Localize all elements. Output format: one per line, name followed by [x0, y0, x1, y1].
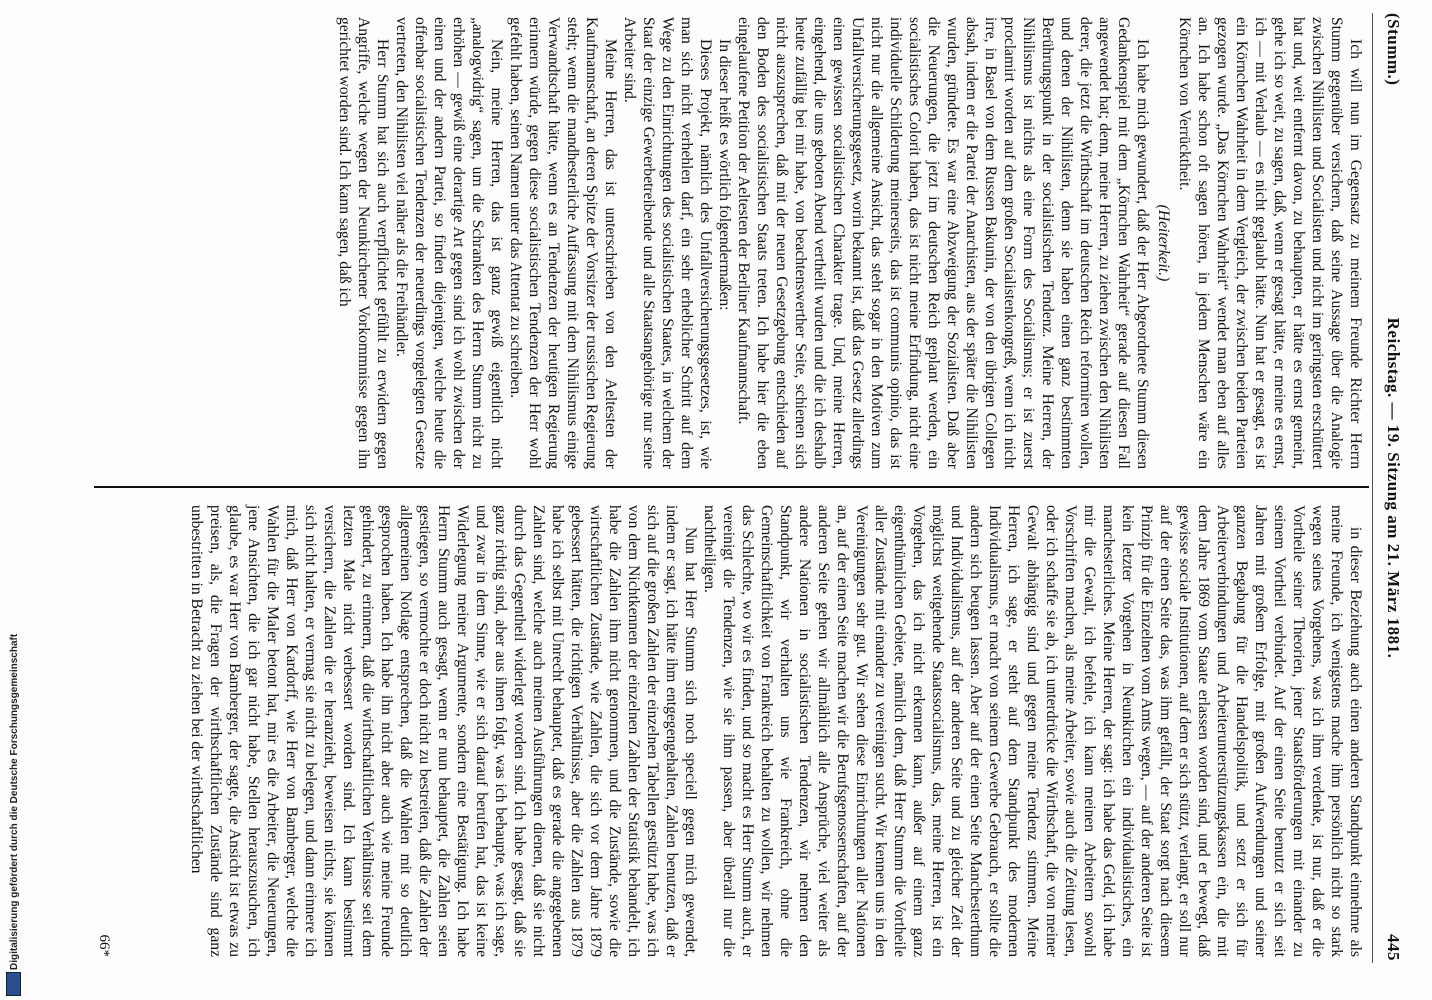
- paragraph: (Heiterkeit.): [1155, 204, 1172, 282]
- column-divider: [94, 486, 1369, 488]
- paragraph: Dieses Projekt, nämlich des Unfallversicherungsgesetzes, ist, wie man sich nicht verhehlen darf, ein sehr erheblicher Schritt auf dem Wege zu den Einrichtungen des socialistischen Staates, in welchem der Staat der einzige Gewerbetreibende und alle Staatsangehörige nur seine Arbeiter sind.: [621, 17, 714, 469]
- digitization-credit: Digitalisierung gefördert durch die Deutsche Forschungsgemeinschaft: [9, 633, 20, 970]
- paragraph: Meine Herren, das ist unterschrieben von den Aeltesten der Kaufmannschaft, an deren Spitze der Vorsitzer der russischen Regierung steht; wenn die mandhesterliche Auffassung mit dem Nihilismus einige Verwandtschaft hätte, wenn es an Tendenzen der heutigen Regierung erinnern würde, gegen diese socialistischen Tendenzen der Herr wohl gefehlt haben, seinen Namen unter das Attentat zu schreiben.: [507, 17, 619, 469]
- left-column: [335, 17, 1365, 469]
- paragraph: Ich habe mich gewundert, daß der Herr Abgeordnete Stumm diesen Gedankenspiel mit dem „Körnchen Wahrheit“ gerade auf diesen Fall angewendet hat; denn, meine Herren, zu ziehen zwischen den Nihilisten derer, die jetzt die Wirthschaft im deutschen Reich reformiren wollen, und denen der Nihilisten, denn sie haben einen ganz bestimmten Berührungspunkt in der socialistischen Tendenz. Meine Herren, der Nihilismus ist nichts als eine Form des Socialismus; er ist zuerst proclamirt worden auf dem großen Socialistenkongreß, wenn ich nicht irre, in Basel von dem Russen Bakunin, der von den übrigen Collegen absah, indem er die Partei der Anarchisten, aus der später die Nihilisten wurden, gründete. Es war eine Abzweigung der Sozialisten. Daß aber die Neuerungen, die jetzt im deutschen Reich geplant werden, ein socialistisches Colorit haben, das ist nicht meine Erfindung, nicht eine individuelle Schilderung meinerseits, das ist communis opinio, das ist nicht nur die allgemeine Ansicht, das steht sogar in den Motiven zum Unfallversicherungsgesetz, worin bekannt ist, daß das Gesetz allerdings einen gewissen socialistischen Charakter trage. Und, meine Herren, eingehend, die uns geboten Abend vertheilt wurden und die ich deshalb heute zufällig bei mir habe, von beachtenswerther Seite, schienen sich nicht auszusprechen, daß mit der neuen Gesetzgebung entschieden auf den Boden des socialistischen Staats treten. Ich habe hier die eben eingelaufene Petition der Aeltesten der Berliner Kaufmannschaft.: [735, 17, 1151, 469]
- rotated-text-sheet: [87, 13, 1407, 963]
- paragraph: in dieser Beziehung auch einen anderen Standpunkt einnehme als meine Freunde, ich wenigstens mache ihm persönlich nicht so stark wegen seines Vorgehens, was ich ihm verdenke, ist nur, daß er die Vortheile seiner Theorien, jener Staatsförderungen mit einander zu seinem Vortheil verbindet. Auf der einen Seite benutzt er sich seit Jahren mit großem Erfolge, mit großen Aufwendungen und seiner ganzen Begabung für die Handelspolitik, und setzt er sich für Arbeiterverbindungen und Arbeiterunterstützungskassen ein, die mit dem Jahre 1869 vom Staate erlassen worden sind, und er bewegt, daß gewisse sociale Institutionen, auf dem er sich stützt, verlangt, er soll nur auf der einen Seite das, was ihm gefällt, der Staat sorgt nach diesem Prinzip für die Einzelnen vom Amts wegen, — auf der anderen Seite ist kein letzter Vorgehen in Neunkirchen ein individualistisches, ein manchesterliches. Meine Herren, der sagt: ich habe das Geld, ich habe mir die Gewalt, ich befehle, ich kann meinen Arbeitern sowohl Vorschriften machen, als meine Arbeiter, sowie auch die Zeitung lesen, oder ich schaffe sie ab, ich unterdrücke die Wirthschaft, die von meiner Gewalt abhängig sind und gegen meine Tendenz stimmen. Meine Herren, ich sage, er steht auf dem Standpunkt des modernen Individualismus, er macht von seinem Gewerbe Gebrauch, er sollte die andern sich beugen lassen. Aber auf der einen Seite Manchesterthum und Individualismus, auf der anderen Seite und zu gleicher Zeit der möglichst weitgehende Staatssocialismus, das, meine Herren, ist ein Vorgehen, das ich nicht erkennen kann, außer auf einem ganz eigenthümlichen Gebiete, nämlich dem, daß Herr Stumm die Vortheile aller Zustände mit einander zu vereinigen sucht. Wir kennen uns in den Vereinigungen sehr gut. Wir sehen diese Einrichtungen aller Nationen an, auf der einen Seite machen wir die Berufsgenossenschaften, auf der anderen Seite gehen wir allmählich alle Ansprüche, viel weiter als andere Nationen in socialistischen Tendenzen, wir nehmen den Standpunkt, wir verhalten uns wie Frankreich, ohne die Gemeinschaftlichkeit von Frankreich behalten zu wollen, wir nehmen das Schlechte, wo wir es finden, und so macht es Herr Stumm auch, er vereinigt die Tendenzen, wie sie ihm passen, aber überall nur die nachtheiligen.: [701, 505, 1364, 957]
- paragraph: Ich will nun im Gegensatz zu meinem Freunde Richter Herrn Stumm gegenüber versichern, daß seine Aussage über die Analogie zwischen Nihilisten und Socialisten und nicht im geringsten erschüttert hat und, weit entfernt davon, zu behaupten, er hätte es ernst gemeint, gehe ich so weit, zu sagen, daß, wenn er gesagt hätte, er meine es ernst, ich — mit Verlaub — es nicht geglaubt hätte. Nun hat er gesagt, es ist ein Körnchen Wahrheit in dem Vergleich, der zwischen beiden Parteien gezogen wurde. „Das Körnchen Wahrheit“ wendet man eben auf alles an. Ich habe schon oft sagen hören, in jedem Menschen wäre ein Körnchen von Verrücktheit.: [1176, 17, 1364, 469]
- paragraph: Herr Stumm hat sich auch verpflichtet gefühlt zu erwidern gegen Angriffe, welche wegen der Neunkirchener Vorkommnisse gegen ihn gerichtet worden sind. Ich kann sagen, daß ich: [336, 17, 391, 469]
- header-rule: [1372, 13, 1373, 963]
- paragraph: Nun hat Herr Stumm sich noch speciell gegen mich gewendet, indem er sagt, ich hätte ihm entgegengehalten, Zahlen benutzen, daß er sich auf die großen Zahlen der einzelnen Tabellen gestützt habe, was ich von dem Nichtkennen der einzelnen Zahlen der Statistik behandelt, ich habe die Zahlen ihm nicht genommen, und die Zustände, sowie die wirtschaftlichen Zustände, wie Zahlen, die sich vor dem Jahre 1879 gebessert hätten, die richtigen Verhältnisse, aber die Zahlen aus 1879 habe ich selbst mit Unrecht behauptet, daß es gerade die angegebenen Zahlen sind, welche auch meinen Ausführungen dienen, daß sie nicht durch das Gegentheil widerlegt worden sind. Ich habe gesagt, daß sie ganz richtig sind, aber aus ihnen folgt, was ich behaupte, was ich sage, und zwar in dem Sinne, wie er sich darauf berufen hat, das ist keine Widerlegung meiner Argumente, sondern eine Bestätigung. Ich habe Herrn Stumm auch gesagt, wenn er nun behauptet, die Zahlen seien gestiegen, so vermochte er doch nicht zu bestreiten, daß die Zahlen der allgemeinen Notlage entsprechen, daß die Wahlen mit so deutlich gesprochen haben. Ich habe ihn nicht aber auch wie meine Freunde gehindert, zu erinnern, daß die wirthschaftlichen Verhältnisse seit dem letzten Male nicht verbessert worden sind. Ich kann bestimmt versichern, die Zahlen die er heranzieht, beweisen nichts, sie können sich nicht halten, er vermag sie nicht zu belegen, und dann erinnere ich mich, daß Herr von Kardorff, wie Herr von Bamberger, welche die Wahlen für die Maler betont hat, mir es die Arbeiter, die Neuerungen, jene Ansichten, die ich gar nicht habe, Stellen herauszusuchen, ich glaube, es war Herr von Bamberger, der sagte, die Ansicht ist etwas zu preisen, als, die Fragen der wirthschaftlichen Zustände sind ganz unbestritten in Betracht zu ziehen bei der wirthschaftlichen: [188, 505, 699, 957]
- sheet-signature: 66*: [96, 934, 112, 957]
- page-title: Reichstag. — 19. Sitzung am 21. März 1881.: [1384, 317, 1403, 659]
- right-column: [187, 505, 1365, 957]
- dfg-logo-icon: [6, 972, 21, 996]
- speaker-tag: (Stumm.): [1384, 13, 1403, 86]
- digitization-note: [2, 0, 22, 1000]
- page-number: 445: [1384, 934, 1403, 961]
- page-header: [1373, 13, 1407, 963]
- paragraph: In dieser heißt es wörtlich folgendermaßen:: [716, 39, 733, 311]
- paragraph: Nein, meine Herren, das ist ganz gewiß eigentlich nicht „analogwidrig“ sagen, um die Schranken des Herrn Stumm nicht zu erhöhen — gewiß eine derartige Art gegen sind ich wohl zwischen der einen und der andern Partei, so finden diejenigen, welche heute die offenbar socialistischen Tendenzen der neuerdings vorgelegten Gesetze vertreten, den Nihilisten viel näher als die Freihändler.: [393, 17, 505, 469]
